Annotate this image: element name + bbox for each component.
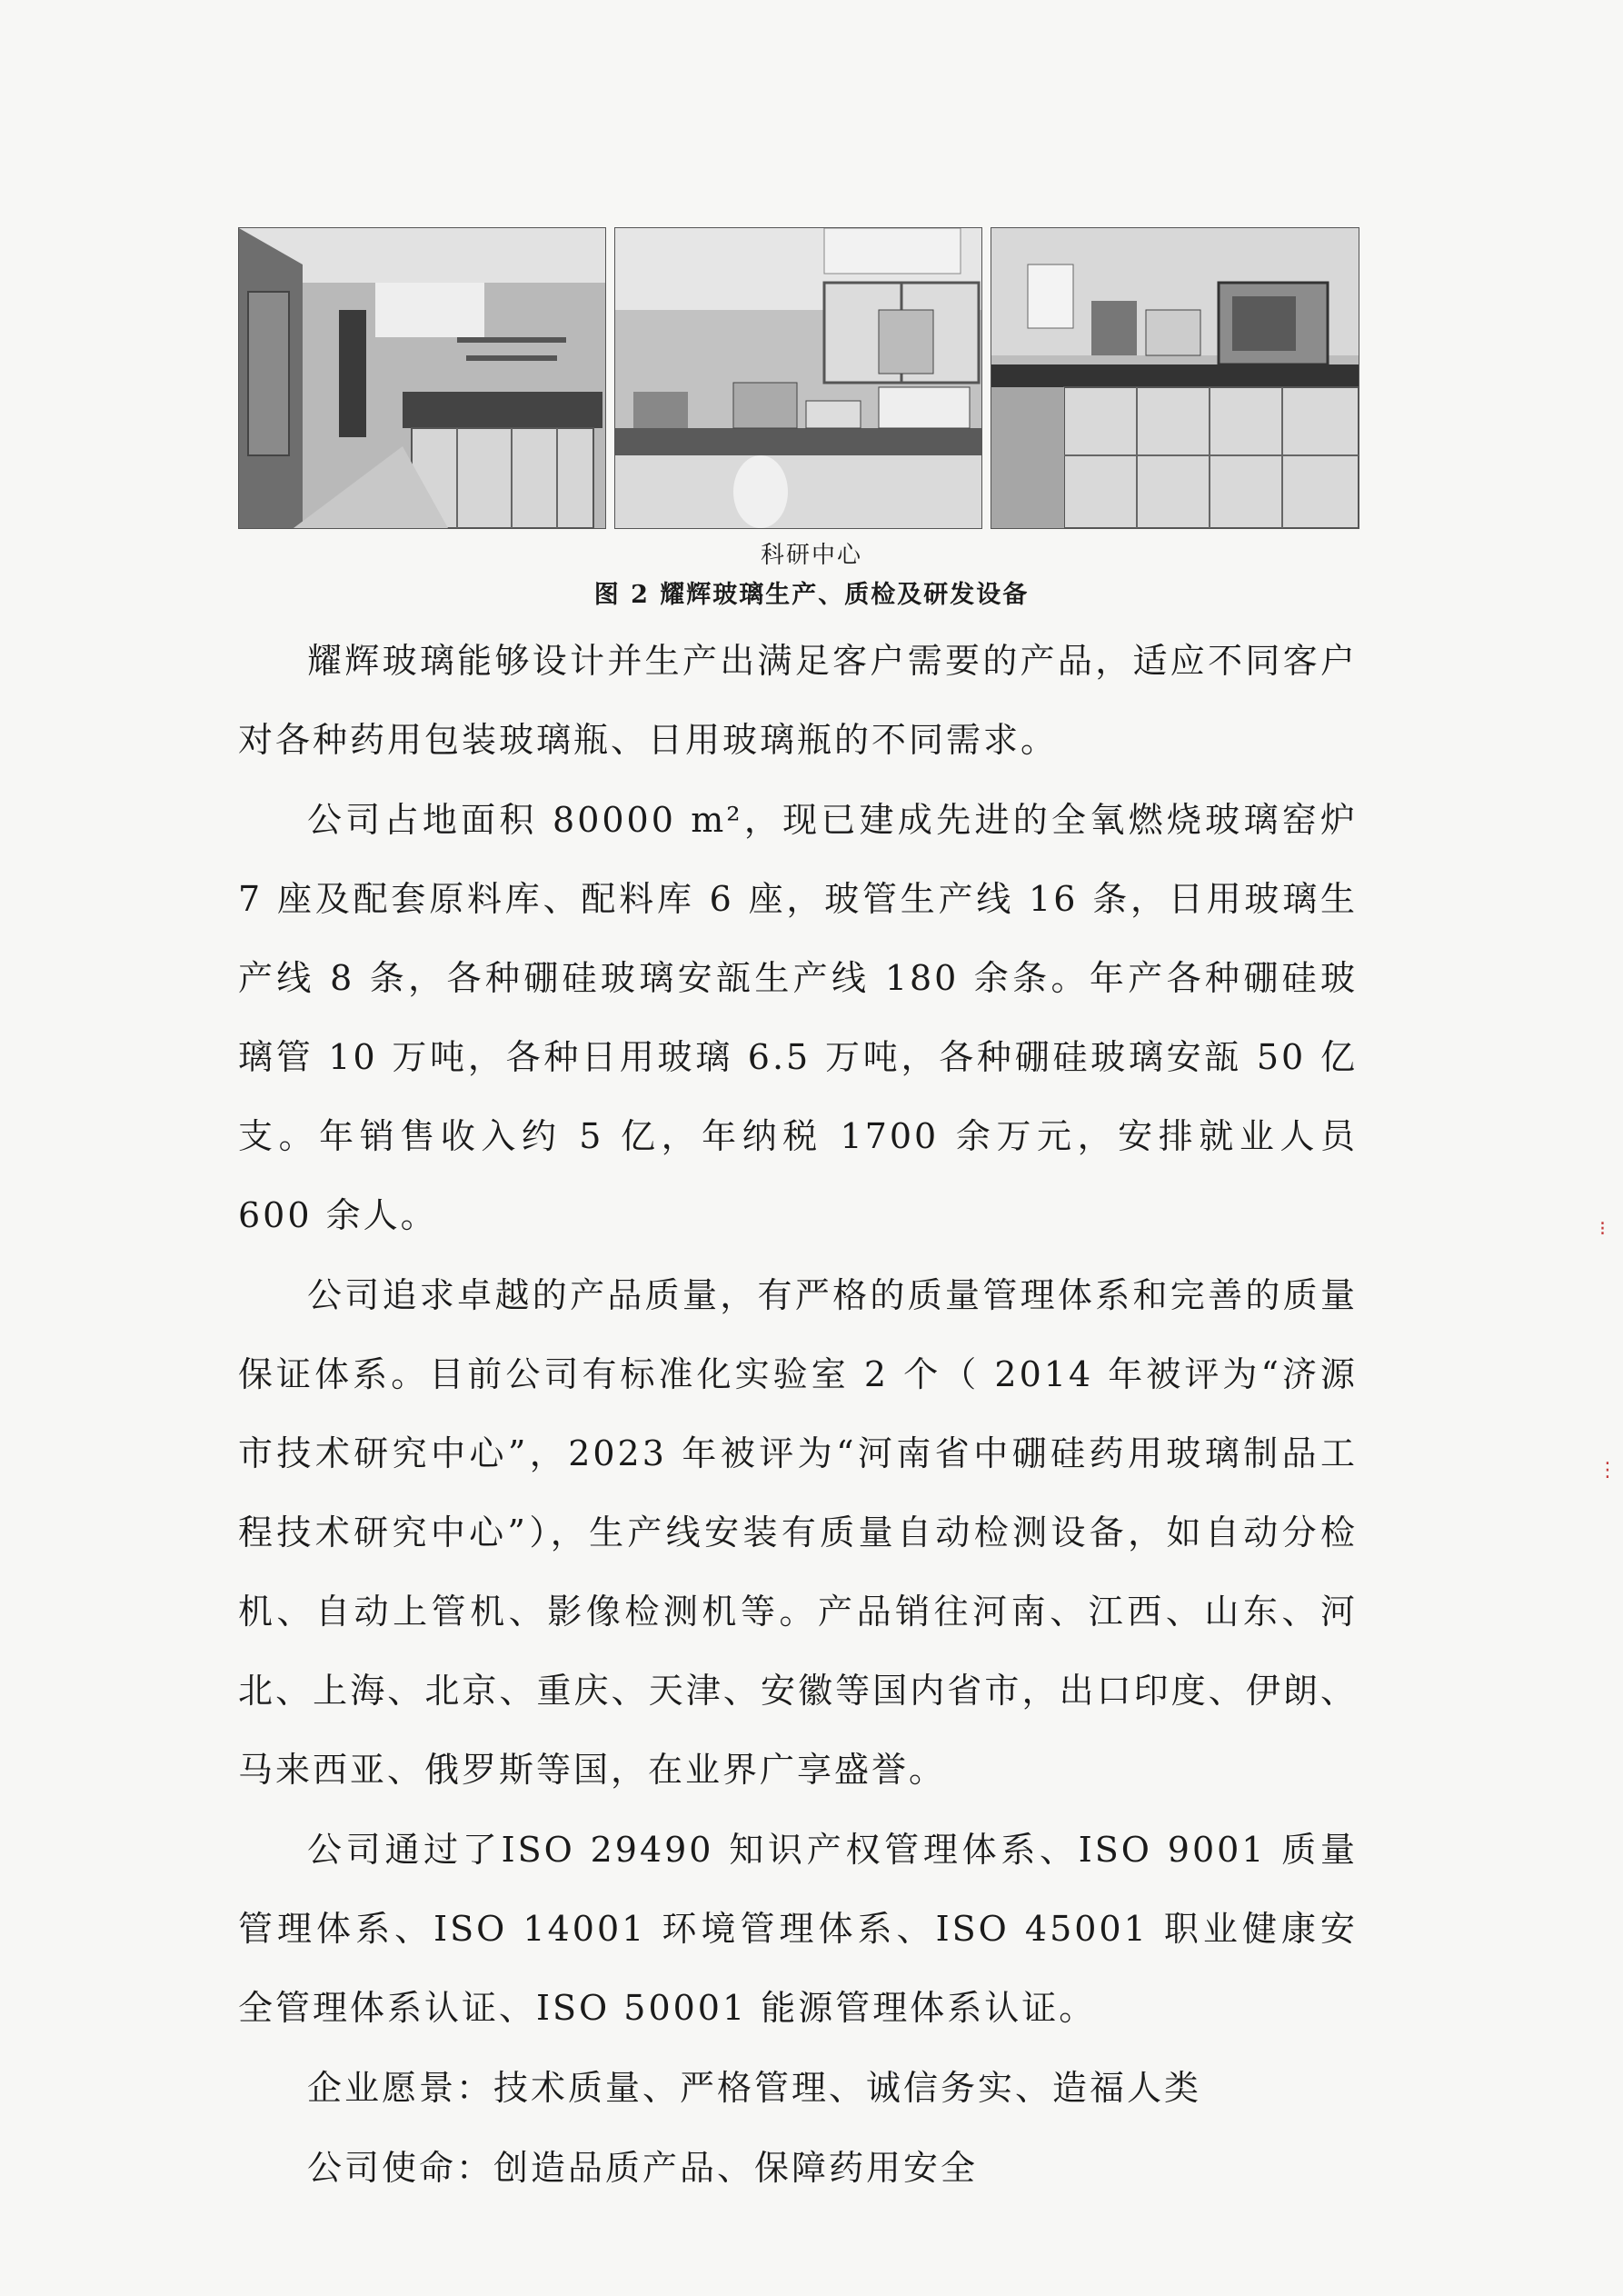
lab-oven-photo: [991, 227, 1359, 529]
margin-mark: ⋮: [1598, 1459, 1618, 1482]
body-text: [238, 622, 1358, 2209]
figure-photo-strip: [238, 227, 1358, 527]
paragraph-certification: 公司通过了ISO 29490 知识产权管理体系、ISO 9001 质量管理体系、ISO 14001 环境管理体系、ISO 45001 职业健康安全管理体系认证、ISO 50001 能源管理体系认证。: [238, 1830, 1358, 2028]
lab-bench-photo: [614, 227, 982, 529]
figure-caption: 图 2 耀辉玻璃生产、质检及研发设备: [593, 581, 1030, 609]
paragraph-quality: 公司追求卓越的产品质量，有严格的质量管理体系和完善的质量保证体系。目前公司有标准化实验室 2 个（ 2014 年被评为“济源市技术研究中心”，2023 年被评为“河南省中硼硅药用玻璃制品工程技术研究中心”），生产线安装有质量自动检测设备，如自动分检机、自动上管机、影像检测机等。产品销往河南、江西、山东、河北、上海、北京、重庆、天津、安徽等国内省市，出口印度、伊朗、马来西亚、俄罗斯等国，在业界广享盛誉。: [238, 1275, 1358, 1790]
lab-room-photo: [238, 227, 606, 529]
margin-mark: ⁝: [1599, 1218, 1606, 1241]
paragraph-mission: 公司使命：创造品质产品、保障药用安全: [307, 2148, 979, 2188]
figure-subcaption: 科研中心: [760, 542, 862, 569]
paragraph-intro: 耀辉玻璃能够设计并生产出满足客户需要的产品，适应不同客户对各种药用包装玻璃瓶、日用玻璃瓶的不同需求。: [238, 641, 1358, 760]
paragraph-vision: 企业愿景：技术质量、严格管理、诚信务实、造福人类: [307, 2068, 1202, 2108]
paragraph-scale: 公司占地面积 80000 m²，现已建成先进的全氧燃烧玻璃窑炉 7 座及配套原料库、配料库 6 座，玻管生产线 16 条，日用玻璃生产线 8 条，各种硼硅玻璃安瓿生产线 180 余条。年产各种硼硅玻璃管 10 万吨，各种日用玻璃 6.5 万吨，各种硼硅玻璃安瓿 50 亿支。年销售收入约 5 亿，年纳税 1700 余万元，安排就业人员 600 余人。: [238, 800, 1358, 1235]
